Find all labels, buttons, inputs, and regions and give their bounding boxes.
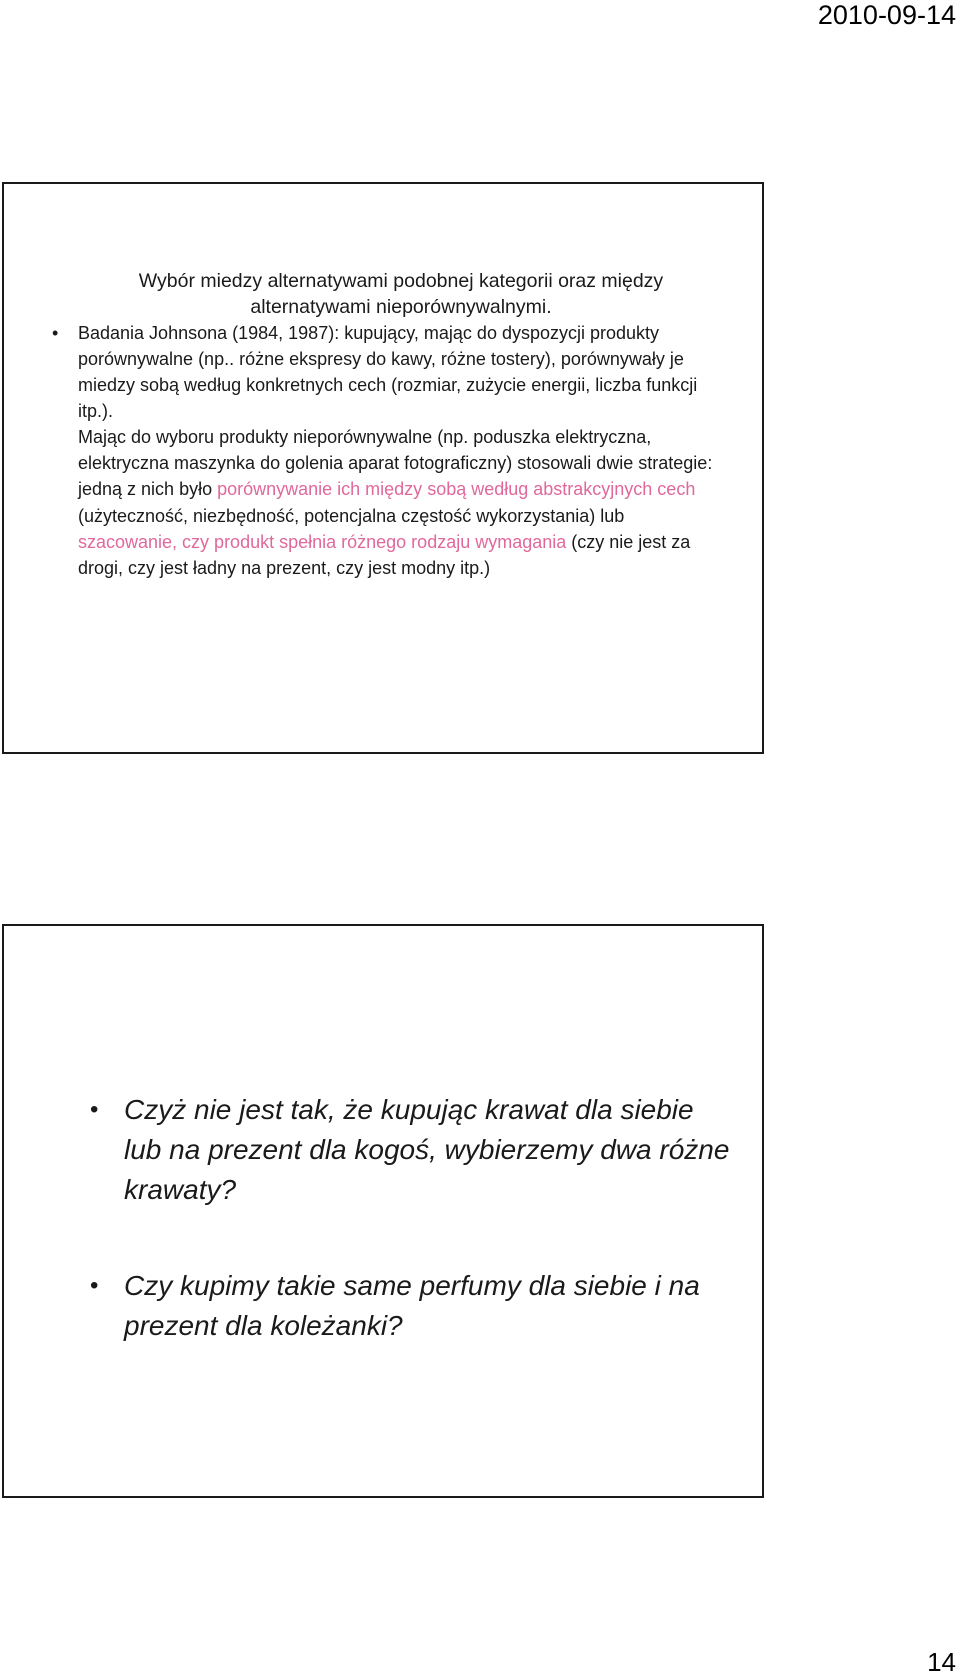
paragraph-2-text-b: (użyteczność, niezbędność, potencjalna częstość wykorzystania) lub: [78, 505, 625, 526]
slide-1-title-line-2: alternatywami nieporównywalnymi.: [250, 296, 552, 318]
slide-1: [2, 182, 764, 754]
page-number: 14: [927, 1647, 956, 1677]
highlight-requirements-assessment: szacowanie, czy produkt spełnia różnego rodzaju wymagania: [78, 531, 567, 552]
slide-1-title: [84, 268, 718, 320]
slide-2-bullet-1: [90, 1090, 730, 1210]
bullet-dot-icon: •: [90, 1272, 99, 1299]
slide-1-bullet: [52, 320, 718, 424]
paragraph-2-text-c: (czy nie jest za drogi, czy jest ładny na prezent, czy jest modny itp.): [78, 531, 691, 579]
slide-2-content: [90, 1090, 730, 1346]
slide-1-title-line-1: Wybór miedzy alternatywami podobnej kategorii oraz między: [138, 270, 664, 292]
bullet-dot-icon: •: [90, 1096, 99, 1123]
slide-2: [2, 924, 764, 1498]
page-date: 2010-09-14: [817, 0, 956, 30]
slide-2-bullet-1-text: Czyż nie jest tak, że kupując krawat dla siebie lub na prezent dla kogoś, wybierzemy dwa różne krawaty?: [124, 1094, 730, 1205]
slide-1-paragraph-1: Mając do wyboru produkty nieporównywalne (np. poduszka elektryczna, elektryczna maszynka do golenia aparat fotograficzny) stosowali dwie strategie:: [78, 427, 713, 474]
paragraph-2-text-a: jedną z nich było: [78, 479, 218, 500]
slide-1-paragraph-2: [78, 476, 718, 581]
highlight-abstract-comparison: porównywanie ich między sobą według abstrakcyjnych cech: [217, 479, 696, 500]
slide-1-content: [52, 268, 718, 581]
slide-2-bullet-2-text: Czy kupimy takie same perfumy dla siebie i na prezent dla koleżanki?: [124, 1270, 700, 1341]
slide-1-bullet-text: Badania Johnsona (1984, 1987): kupujący, mając do dyspozycji produkty porównywalne (np.. różne ekspresy do kawy, różne tostery), porównywały je miedzy sobą według konkretnych cech (rozmiar, zużycie energii, liczba funkcji itp.).: [78, 323, 698, 421]
slide-2-bullet-2: [90, 1266, 730, 1346]
bullet-dot-icon: •: [52, 323, 59, 343]
